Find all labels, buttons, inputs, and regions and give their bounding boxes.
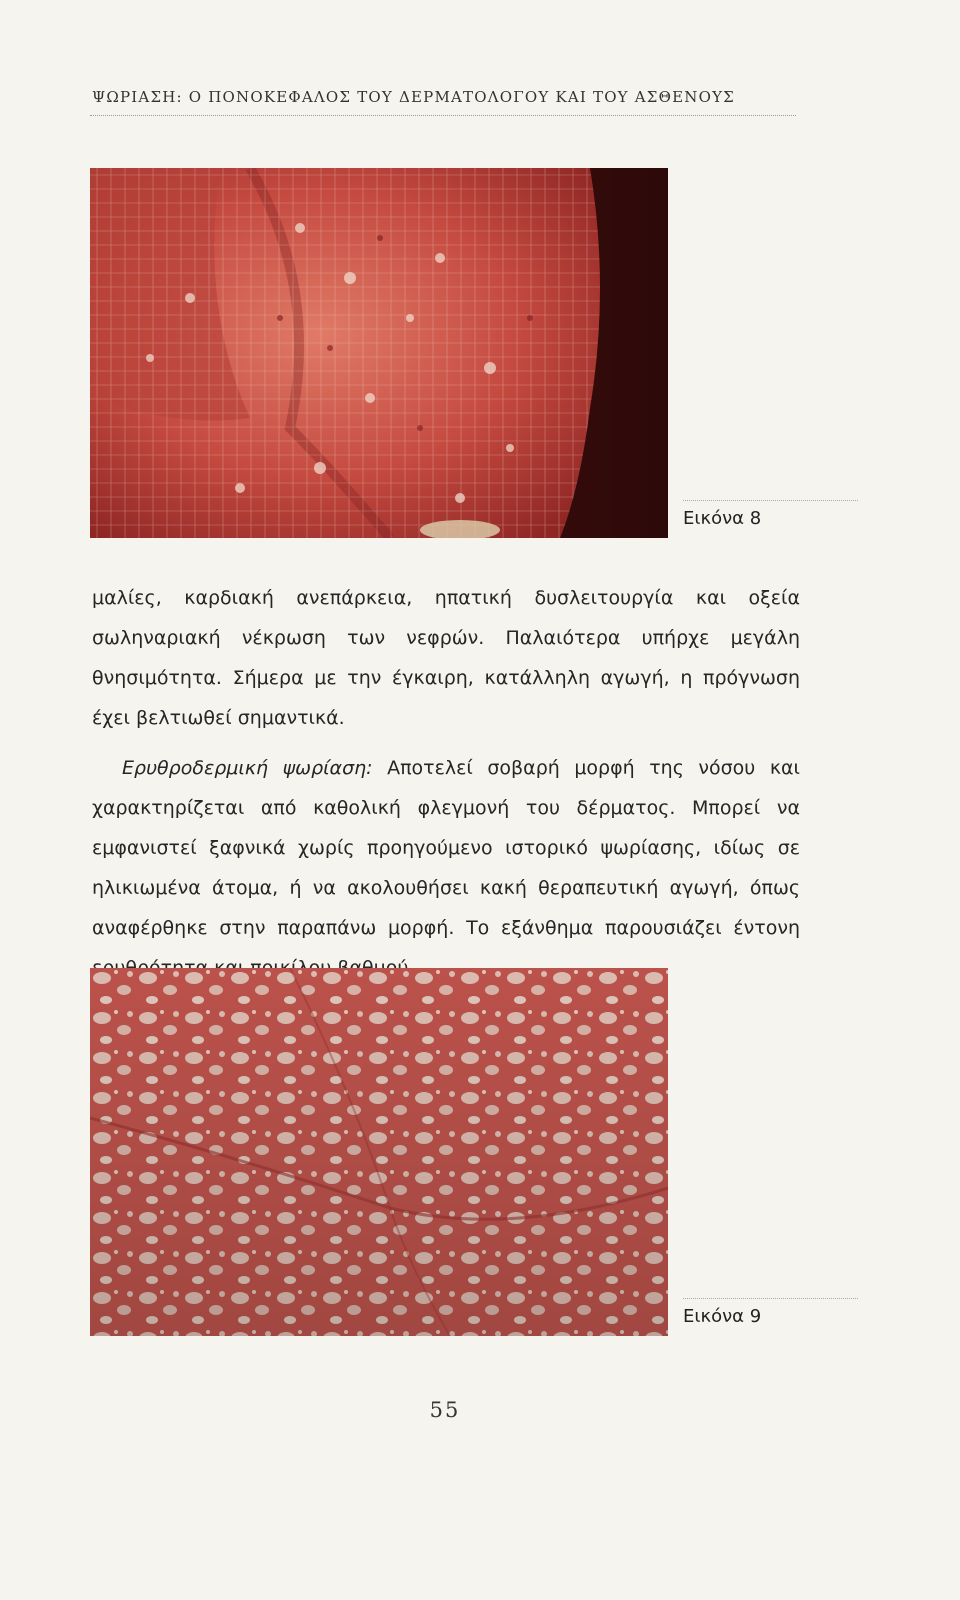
paragraph-2-text: Αποτελεί σοβαρή μορφή της νόσου και χαρακτηρίζεται από καθολική φλεγμονή του δέρματος. Μπορεί να εμφανιστεί ξαφνικά χωρίς προηγούμενο ιστορικό ψωρίασης, ιδίως σε ηλικιωμένα άτομα, ή να ακολουθήσει κακή θεραπευτική αγωγή, όπως αναφέρθηκε στην παραπάνω μορφή. Το εξάνθημα παρουσιάζει έντονη — [92, 757, 800, 939]
page-number: 55 — [429, 1398, 461, 1422]
figure-9-photo — [90, 968, 668, 1336]
paragraph-erythrodermic — [92, 748, 800, 988]
paragraph-continuation — [92, 578, 800, 738]
figure-9-caption-rule — [683, 1298, 858, 1299]
paragraph-2 — [92, 748, 800, 988]
term-erythrodermic-psoriasis: Ερυθροδερμική ψωρίαση: — [122, 757, 373, 779]
figure-9-caption: Εικόνα 9 — [683, 1306, 762, 1327]
figure-8-photo — [90, 168, 668, 538]
paragraph-1: μαλίες, καρδιακή ανεπάρκεια, ηπατική δυσλειτουργία και οξεία σωληναριακή νέκρωση των νεφρών. Παλαιότερα υπήρχε μεγάλη θνησιμότητα. Σήμερα με την έγκαιρη, κατάλληλη αγωγή, η πρόγνωση έχει βελτιωθεί σημαντικά. — [92, 587, 800, 729]
figure-8-caption-rule — [683, 500, 858, 501]
figure-8-caption: Εικόνα 8 — [683, 508, 762, 529]
header-rule — [90, 115, 796, 116]
running-header: ΨΩΡΙΑΣΗ: Ο ΠΟΝΟΚΕΦΑΛΟΣ ΤΟΥ ΔΕΡΜΑΤΟΛΟΓΟΥ ΚΑΙ ΤΟΥ ΑΣΘΕΝΟΥΣ — [92, 88, 735, 106]
